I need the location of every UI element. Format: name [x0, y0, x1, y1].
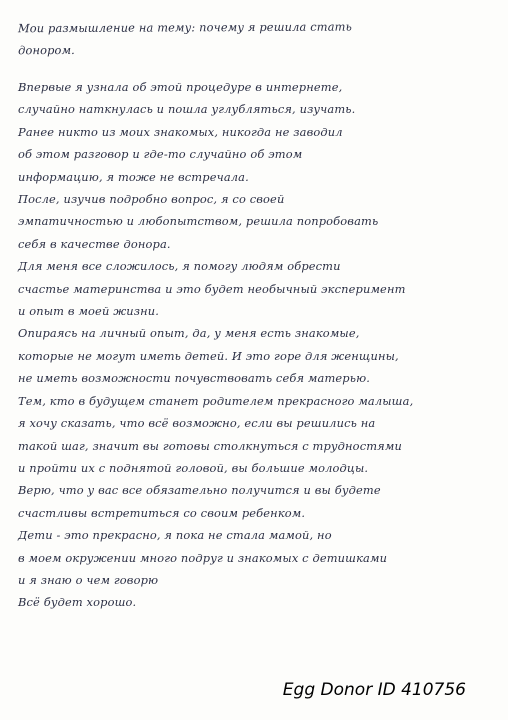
- body-line: и опыт в моей жизни.: [18, 304, 160, 319]
- body-line: Тем, кто в будущем станет родителем прекрасного малыша,: [18, 393, 414, 408]
- title-line: донором.: [18, 43, 75, 58]
- body-line: я хочу сказать, что всё возможно, если вы решились на: [18, 416, 376, 431]
- body-line: После, изучив подробно вопрос, я со своей: [18, 192, 285, 207]
- body-line: информацию, я тоже не встречала.: [18, 169, 249, 184]
- body-line: случайно наткнулась и пошла углубляться, изучать.: [18, 102, 356, 117]
- title-line: Мои размышление на тему: почему я решила стать: [17, 19, 352, 36]
- body-line: в моем окружении много подруг и знакомых с детишками: [18, 550, 388, 565]
- letter-title: [18, 15, 498, 62]
- letter-body: [18, 76, 502, 614]
- body-line: Дети - это прекрасно, я пока не стала мамой, но: [18, 528, 332, 543]
- body-line: себя в качестве донора.: [18, 236, 171, 251]
- body-line: Опираясь на личный опыт, да, у меня есть знакомые,: [18, 326, 360, 341]
- body-line: счастье материнства и это будет необычный эксперимент: [18, 281, 406, 296]
- body-line: такой шаг, значит вы готовы столкнуться с трудностями: [18, 438, 402, 453]
- body-line: эмпатичностью и любопытством, решила попробовать: [18, 214, 379, 229]
- donor-id-caption: Egg Donor ID 410756: [282, 680, 466, 700]
- body-line: Впервые я узнала об этой процедуре в интернете,: [18, 80, 343, 94]
- body-line: счастливы встретиться со своим ребенком.: [18, 505, 306, 520]
- body-line: Для меня все сложилось, я помогу людям обрести: [18, 259, 341, 274]
- body-line: об этом разговор и где-то случайно об этом: [18, 147, 303, 162]
- body-line: и я знаю о чем говорю: [18, 572, 159, 587]
- body-line: Всё будет хорошо.: [18, 595, 137, 610]
- body-line: не иметь возможности почувствовать себя матерью.: [18, 371, 371, 386]
- body-line: Ранее никто из моих знакомых, никогда не заводил: [18, 124, 343, 139]
- body-line: Верю, что у вас все обязательно получится и вы будете: [18, 483, 381, 498]
- body-line: и пройти их с поднятой головой, вы большие молодцы.: [18, 460, 369, 475]
- body-line: которые не могут иметь детей. И это горе для женщины,: [18, 348, 399, 363]
